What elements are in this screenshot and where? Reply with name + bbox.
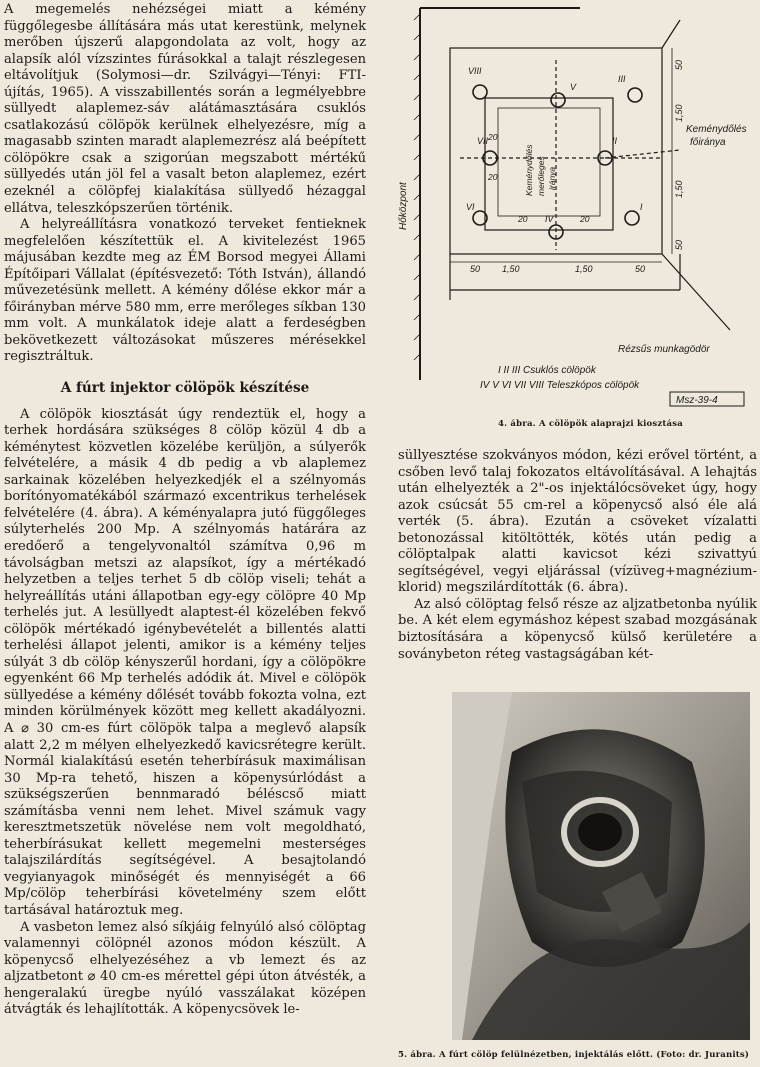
- dim-label: 50: [635, 264, 646, 274]
- inner-label: merőleges: [536, 156, 546, 196]
- figure-4-pile-layout: [380, 0, 760, 408]
- dim-label: 50: [674, 59, 684, 70]
- dim-label: 20: [488, 172, 498, 182]
- direction-label: Keménydőlés: [686, 124, 747, 135]
- paragraph: süllyesztése szokványos módon, kézi erővel történt, a csőben levő talaj fokozatos eltávolításával. A lehajtás után elhelyezték a 2"-os injektálócsöveket úgy, hogy azok csúcsát 55 cm-rel a köpenycső alsó éle alá verték (5. ábra). Ezután a csöveket vízalatti betonozással kitöltötték, kötés után pedig a cölöptalpak alatti kavicsot kézi szivattyú segítségével, vegyi eljárással (vízüveg+magnéziumklorid) megszilárdították (6. ábra).: [398, 448, 757, 596]
- section-heading: A fúrt injektor cölöpök készítése: [60, 380, 310, 397]
- pile-label: III: [618, 74, 626, 84]
- dim-label: 20: [488, 132, 498, 142]
- pile-label: VII: [477, 136, 489, 146]
- dim-label: 1,50: [502, 264, 520, 274]
- dim-label: 20: [580, 214, 590, 224]
- direction-label: főiránya: [690, 137, 726, 148]
- left-column: [4, 2, 366, 1019]
- inner-label: Keménydőlés: [524, 144, 534, 196]
- ref-code: Msz-39-4: [676, 395, 718, 406]
- pile-label: I: [640, 202, 643, 212]
- legend-line: I II III Csuklós cölöpök: [498, 365, 596, 376]
- dim-label: 1,50: [674, 180, 684, 198]
- figure-5-photo: [452, 692, 750, 1040]
- dim-label: 50: [674, 239, 684, 250]
- pile-label: VI: [466, 202, 475, 212]
- wall-label: Hőközpont: [398, 182, 409, 230]
- figure-4-caption: 4. ábra. A cölöpök alaprajzi kiosztása: [498, 419, 683, 429]
- dim-label: 1,50: [575, 264, 593, 274]
- paragraph: Az alsó cölöptag felső része az aljzatbetonba nyúlik be. A két elem egymáshoz képest szabad mozgásának biztosítására a köpenycső külső kerületére a soványbeton réteg vastagságában két-: [398, 596, 757, 662]
- pile-label: V: [570, 82, 577, 92]
- paragraph: A megemelés nehézségei miatt a kémény függőlegesbe állítására más utat kerestünk, melynek merőben újszerű alapgondolata az volt, hogy az alapsík alól vízszintes fúrásokkal a talajt részlegesen eltávolítjuk (Solymosi—dr. Szilvágyi—Tényi: FTI-újítás, 1965). A visszabillentés során a legmélyebbre süllyedt alaplemez-sáv alátámasztására csuklós csatlakozású cölöpök kerülnek elhelyezésre, míg a magasabb szinten maradt alaplemezrész alá beépített cölöpökre csak a szigorúan megszabott mértékű süllyedés után jöl fel a vasalt beton alaplemez, ezért ezeknél a cölöpfej kialakítása süllyedő hézaggal ellátva, teleszkópszerűen történik.: [4, 2, 366, 216]
- dim-label: 1,50: [674, 104, 684, 122]
- legend-line: IV V VI VII VIII Teleszkópos cölöpök: [480, 380, 640, 391]
- right-column: [398, 448, 757, 663]
- figure-5-caption: 5. ábra. A fúrt cölöp felülnézetben, injektálás előtt. (Foto: dr. Juranits): [398, 1050, 750, 1060]
- pit-label: Rézsűs munkagödör: [618, 344, 710, 355]
- paragraph: A cölöpök kiosztását úgy rendeztük el, hogy a terhek hordására szükséges 8 cölöp közül 4 db a kéménytest közvetlen közelébe kerüljön, a súlyerők felvételére, a másik 4 db pedig a vb alaplemez sarkainak közelében helyezkedjék el a szélnyomás borítónyomatékából származó excentrikus terhelések felvételére (4. ábra). A kéményalapra jutó függőleges súlyterhelés 200 Mp. A szélnyomás határára az eredőerő a tengelyvonaltól számítva 0,96 m távolságban metszi az alapsíkot, így a mértékadó helyzetben a teljes terhet 5 db cölöp viseli; tehát a helyreállítás utáni állapotban egy-egy cölöpre 40 Mp terhelés jut. A lesüllyedt alaptest-él közelében fekvő cölöpök mértékadó igénybevételét a billentés alatti terhelési állapot jelenti, amikor is a kémény teljes súlyát 3 db cölöp kényszerűl hordani, így a cölöpökre egyenként 66 Mp terhelés adódik át. Mivel e cölöpök süllyedése a kémény dőlését tovább fokozta volna, ezt minden körülmények között meg kellett akadályozni. A ⌀ 30 cm-es fúrt cölöpök talpa a meglevő alapsík alatt 2,2 m mélyen elhelyezkedő kavicsrétegre került. Normál kialakítású esetén teherbírásuk maximálisan 30 Mp-ra tehető, hiszen a köpenysúrlódást a szükségszerűen bennmaradó béléscső miatt számításba venni nem lehet. Mivel számuk vagy keresztmetszetük növelése nem volt megoldható, teherbírásukat kellett megemelni mesterséges talajszilárdítás segítségével. A besajtolandó vegyianyagok minőségét és mennyiségét a 66 Mp/cölöp teherbírási követelmény szem előtt tartásával határoztuk meg.: [4, 406, 366, 918]
- paragraph: A helyreállításra vonatkozó terveket fentieknek megfelelően készítettük el. A kivitelezést 1965 májusában kezdte meg az ÉM Borsod megyei Állami Építőipari Vállalat (építésvezető: Tóth István), állandó művezetésünk mellett. A kémény dőlése ekkor már a főirányban mérve 580 mm, erre merőleges síkban 130 mm volt. A munkálatok ideje alatt a ferdeségben bekövetkezett változásokat műszeres mérésekkel regisztráltuk.: [4, 217, 366, 365]
- pile-label: VIII: [468, 66, 482, 76]
- dim-label: 20: [518, 214, 528, 224]
- dim-label: 50: [470, 264, 481, 274]
- paragraph: A vasbeton lemez alsó síkjáig felnyúló alsó cölöptag valamennyi cölöpnél azonos módon készült. A köpenycső elhelyezéséhez a vb lemezt és az aljzatbetont ⌀ 40 cm-es mérettel gépi úton átvésték, a hengeralakú üregbe nyúló vasszálakat középen átvágták és lehajlították. A köpenycsövek le-: [4, 919, 366, 1018]
- pile-label: IV: [545, 214, 554, 224]
- pile-label: II: [612, 136, 618, 146]
- inner-label: iránya: [547, 166, 557, 190]
